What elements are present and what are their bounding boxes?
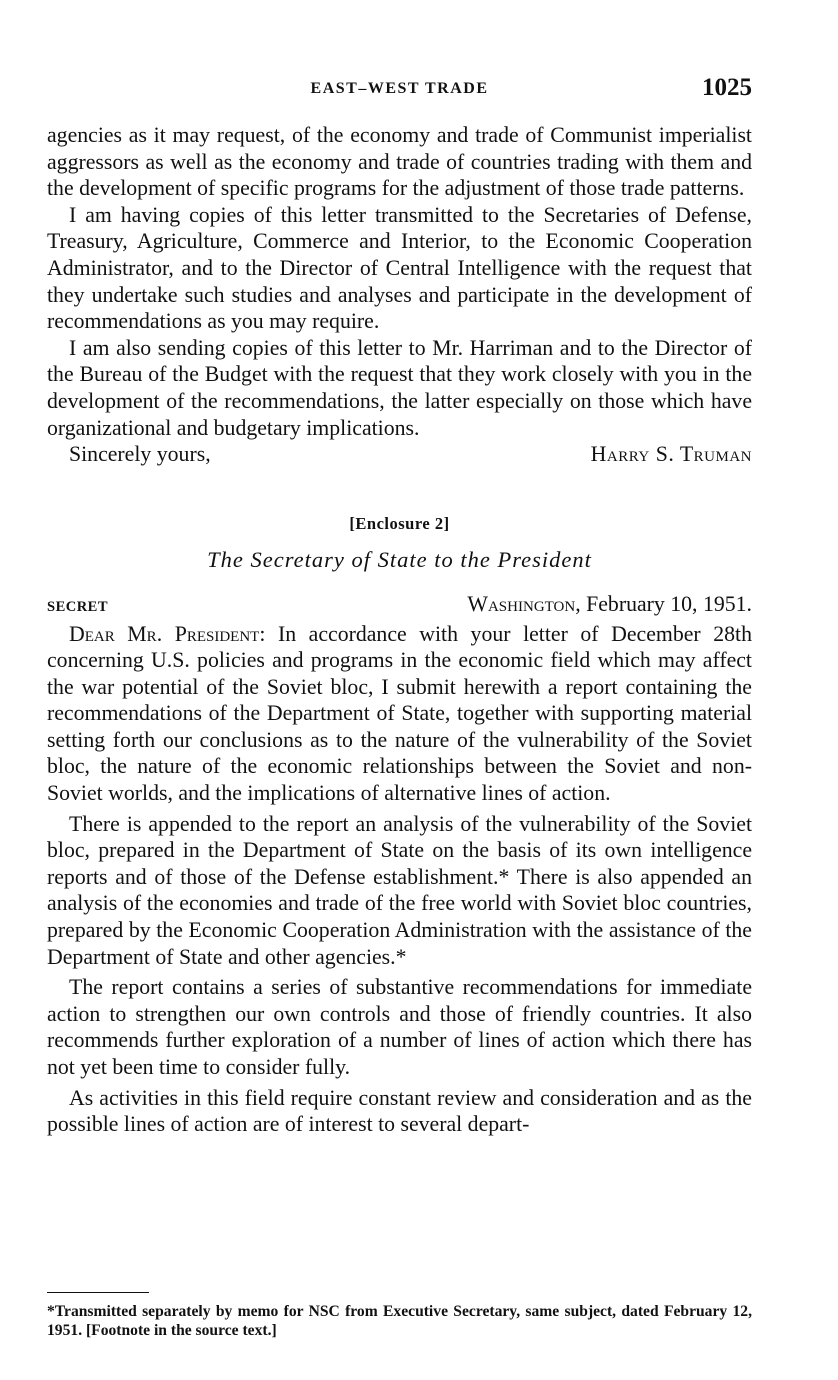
body-text	[47, 122, 752, 1138]
place-date	[467, 591, 752, 618]
closing: Sincerely yours,	[69, 442, 211, 467]
classification-marking: SECRET	[47, 598, 109, 615]
document-page	[47, 0, 752, 1380]
enclosure-paragraph: There is appended to the report an analysis of the vulnerability of the Soviet bloc, prepared in the Department of State on the basis of its own intelligence reports and of those of the Defense establishment.* There is also appended an analysis of the economies and trade of the free world with Soviet bloc countries, prepared by the Economic Cooperation Administration with the assistance of the Department of State and other agencies.*	[47, 811, 752, 969]
salutation: Dear Mr. President	[69, 621, 260, 646]
enclosure-paragraph	[47, 621, 752, 807]
place: Washington	[467, 591, 576, 616]
running-head	[47, 76, 752, 106]
enclosure-label: [Enclosure 2]	[349, 513, 450, 533]
dateline	[47, 591, 752, 621]
letter-paragraph: I am having copies of this letter transmitted to the Secretaries of Defense, Treasury, Agriculture, Commerce and Interior, to the Economic Cooperation Administrator, and to the Director of Central Intelligence with the request that they undertake such studies and analyses and participate in the development of recommendations as you may require.	[47, 202, 752, 334]
date: , February 10, 1951.	[575, 591, 752, 616]
signer: Harry S. Truman	[590, 442, 752, 467]
first-paragraph-text: In accordance with your letter of December 28th concerning U.S. policies and programs in the economic field which may affect the war potential of the Soviet bloc, I submit herewith a report containing the recommendations of the Department of State, together with supporting material setting forth our conclusions as to the nature of the vulnerability of the Soviet bloc, the nature of the economic relationships between the Soviet and non-Soviet worlds, and the implications of alternative lines of action.	[47, 621, 752, 806]
page-number: 1025	[702, 74, 752, 101]
enclosure-paragraph: The report contains a series of substantive recommendations for immediate action to strengthen our own controls and those of friendly countries. It also recommends further exploration of a number of lines of action which there has not yet been time to consider fully.	[47, 975, 752, 1079]
signature-line	[47, 441, 752, 468]
enclosure-paragraph: As activities in this field require constant review and consideration and as the possible lines of action are of interest to several depart-	[47, 1085, 752, 1137]
document-title: The Secretary of State to the President	[207, 547, 592, 573]
running-title: EAST–WEST TRADE	[310, 80, 489, 97]
salutation-punctuation: :	[259, 621, 266, 646]
footnote: *Transmitted separately by memo for NSC from Executive Secretary, same subject, dated February 12, 1951. [Footnote in the source text.]	[47, 1303, 752, 1339]
letter-paragraph: I am also sending copies of this letter to Mr. Harriman and to the Director of the Bureau of the Budget with the request that they work closely with you in the development of the recommendations, the latter especially on those which have organizational and budgetary implications.	[47, 335, 752, 440]
footnote-rule	[47, 1292, 149, 1293]
letter-paragraph-continued: agencies as it may request, of the economy and trade of Communist imperialist aggressors as well as the economy and trade of countries trading with them and the development of specific programs for the adjustment of those trade patterns.	[47, 123, 752, 201]
